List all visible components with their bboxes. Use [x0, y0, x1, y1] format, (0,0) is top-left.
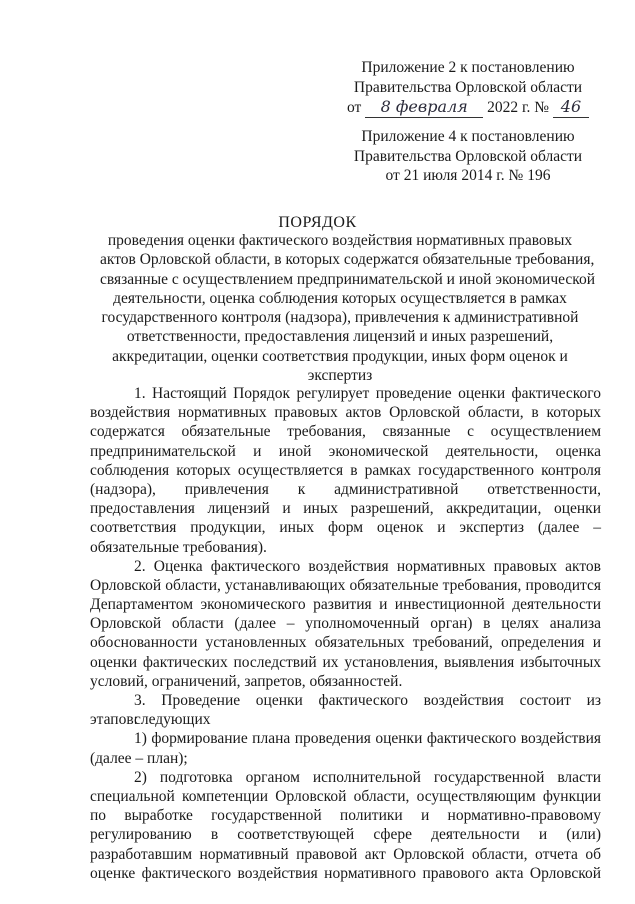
- handwritten-number: 46: [553, 97, 589, 118]
- body-line: соответствия продукции, иных форм оценок и экспертиз (далее –: [90, 519, 601, 537]
- appendix-4-line-3: от 21 июля 2014 г. № 196: [385, 167, 551, 184]
- body-line: 3. Проведение оценки фактического воздействия состоит из следующих: [134, 692, 601, 729]
- subtitle-line: аккредитации, оценки соответствия продукции, иных форм оценок и: [112, 347, 568, 365]
- body-line: обоснованности установленных обязательных требований, определения и: [90, 634, 601, 652]
- appendix-4-line-1: Приложение 4 к постановлению: [361, 128, 575, 145]
- body-line: 2. Оценка фактического воздействия нормативных правовых актов: [134, 557, 601, 575]
- appendix-4-header: [318, 127, 618, 186]
- body-line: этапов:: [90, 711, 138, 729]
- body-line: 2) подготовка органом исполнительной государственной власти: [134, 768, 601, 786]
- body-line: оценке фактического воздействия нормативного правового акта Орловской: [90, 864, 601, 882]
- appendix-2-line-3: [318, 97, 618, 118]
- body-line: содержатся обязательные требования, связанные с осуществлением: [90, 423, 601, 441]
- body-line: воздействия нормативных правовых актов Орловской области, в которых: [90, 404, 601, 422]
- subtitle-line: государственного контроля (надзора), привлечения к административной: [101, 309, 579, 327]
- appendix-2-header: [318, 58, 618, 118]
- body-line: (далее – план);: [90, 749, 188, 767]
- body-line: (надзора), привлечения к административной ответственности,: [90, 480, 601, 498]
- body-line: предоставления лицензий и иных разрешений, аккредитации, оценки: [90, 500, 601, 518]
- body-line: Орловской области, устанавливающих обязательные требования, проводится: [90, 576, 601, 594]
- document-subtitle: [100, 231, 596, 385]
- body-line: 1) формирование плана проведения оценки фактического воздействия: [134, 730, 601, 748]
- body-line: специальной компетенции Орловской области, осуществляющим функции: [90, 787, 601, 805]
- body-line: по выработке государственной политики и нормативно-правовому: [90, 807, 601, 825]
- appendix-2-line-1: Приложение 2 к постановлению: [361, 59, 575, 76]
- subtitle-line: проведения оценки фактического воздействия нормативных правовых: [107, 232, 573, 249]
- subtitle-line: ответственности, предоставления лицензий и иных разрешений,: [126, 328, 554, 346]
- body-line: оценки фактических последствий их установления, выявления избыточных: [90, 653, 601, 671]
- body-line: обязательные требования).: [90, 538, 267, 556]
- appendix-4-line-2: Правительства Орловской области: [353, 147, 583, 165]
- subtitle-line: деятельности, оценка соблюдения которых осуществляется в рамках: [113, 289, 567, 307]
- body-line: разработавшим нормативный правовой акт Орловской области, отчета об: [90, 845, 601, 863]
- appendix-2-year: 2022 г. №: [487, 99, 550, 116]
- document-body: [90, 384, 601, 883]
- body-line: регулированию в соответствующей сфере деятельности и (или): [90, 826, 601, 844]
- appendix-2-line-2: Правительства Орловской области: [353, 78, 583, 96]
- subtitle-line: связанные с осуществлением предпринимательской и иной экономической: [100, 270, 596, 288]
- body-line: 1. Настоящий Порядок регулирует проведение оценки фактического: [134, 385, 601, 402]
- subtitle-line: актов Орловской области, в которых содержатся обязательные требования,: [100, 251, 595, 269]
- appendix-2-date-prefix: от: [347, 99, 362, 116]
- subtitle-line: экспертиз: [307, 367, 373, 385]
- document-title: ПОРЯДОК: [278, 214, 357, 231]
- body-line: Департаментом экономического развития и инвестиционной деятельности: [90, 596, 601, 614]
- handwritten-date: 8 февраля: [365, 97, 483, 118]
- body-line: соблюдения которых осуществляется в рамках государственного контроля: [90, 461, 601, 479]
- body-line: условий, ограничений, запретов, обязанностей.: [90, 672, 403, 690]
- body-line: предпринимательской и иной экономической деятельности, оценка: [90, 442, 601, 460]
- body-line: Орловской области (далее – уполномоченный орган) в целях анализа: [90, 615, 601, 633]
